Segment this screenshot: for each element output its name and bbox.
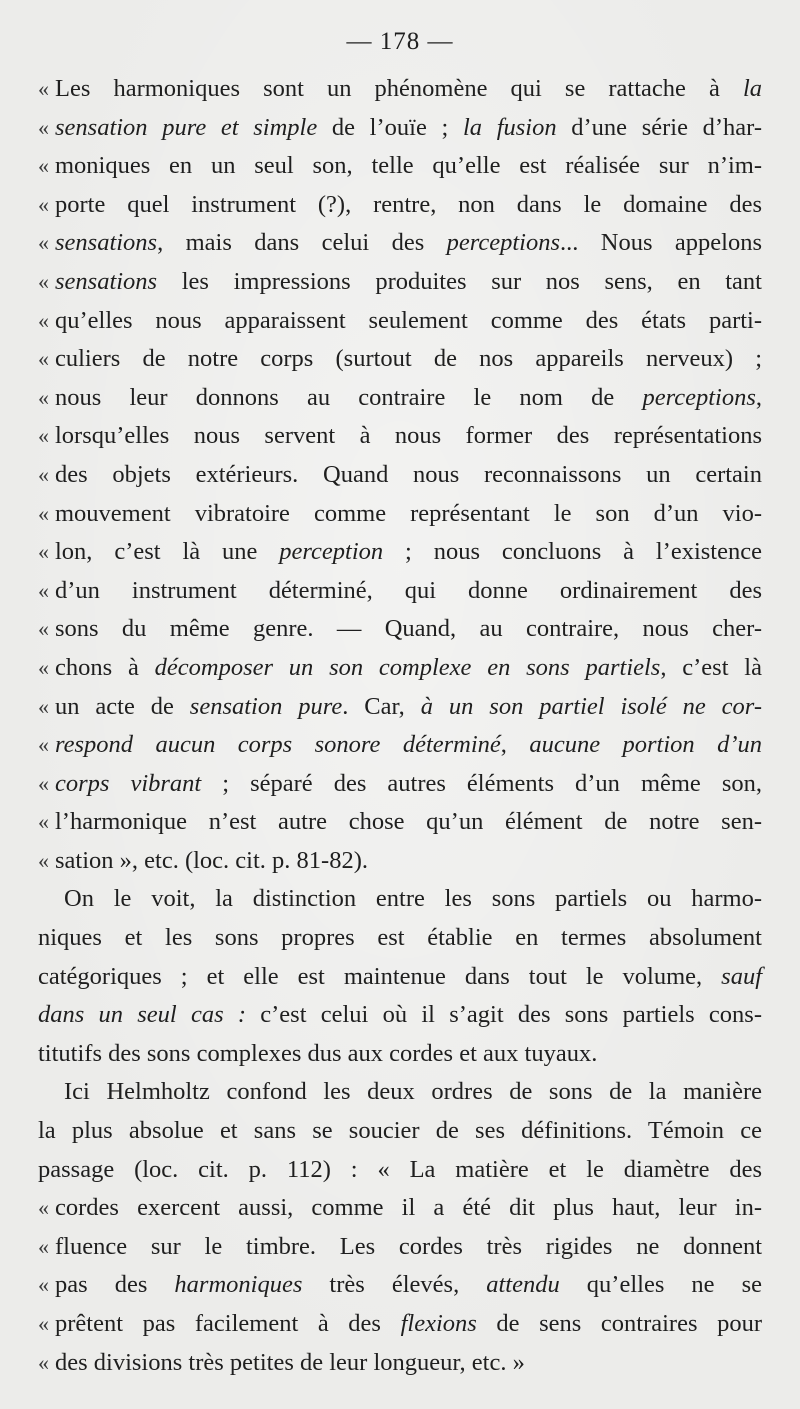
text-segment: ; séparé des autres éléments d’un même son, xyxy=(201,769,762,797)
quote-mark: « xyxy=(38,616,49,642)
text-segment: , xyxy=(500,731,530,759)
text-segment: de sens contraires pour xyxy=(476,1310,762,1337)
text-line xyxy=(38,1189,762,1228)
text-line xyxy=(38,263,762,302)
quote-mark: « xyxy=(38,1272,49,1298)
text-segment: les impressions produites sur nos sens, en tant xyxy=(157,267,762,295)
text-line xyxy=(38,109,762,148)
text-segment: de l’ouïe ; xyxy=(317,113,463,141)
text-segment: On le voit, la distinction entre les sons partiels ou harmo- xyxy=(64,885,762,913)
text-segment: passage (loc. cit. p. 112) : « La matière et le diamètre des xyxy=(38,1155,762,1183)
text-line xyxy=(38,726,762,765)
text-segment: lorsqu’elles nous servent à nous former des représentations xyxy=(55,422,762,450)
text-line xyxy=(38,842,762,881)
text-line xyxy=(38,417,762,456)
quote-mark: « xyxy=(38,1311,49,1336)
text-segment: , c’est là xyxy=(660,653,762,681)
text-segment: porte quel instrument (?), rentre, non dans le domaine des xyxy=(55,190,762,218)
text-line xyxy=(38,379,762,418)
text-line xyxy=(38,1073,762,1112)
quote-mark: « xyxy=(38,577,49,603)
italic-text: sensation pure et simple xyxy=(55,113,318,141)
italic-text: harmoniques xyxy=(174,1271,303,1299)
italic-text: corps vibrant xyxy=(55,769,202,797)
italic-text: dans un seul cas : xyxy=(38,1001,247,1029)
text-line xyxy=(38,996,762,1035)
italic-text: sauf xyxy=(721,962,762,990)
text-segment: . Car, xyxy=(342,692,421,720)
text-segment: chons à xyxy=(55,653,155,681)
text-segment: sons du même genre. — Quand, au contraire, nous cher- xyxy=(55,615,762,643)
quote-mark: « xyxy=(38,847,49,873)
text-line xyxy=(38,340,762,379)
quote-mark: « xyxy=(38,346,49,372)
text-segment: d’une série d’har- xyxy=(556,113,762,141)
quote-mark: « xyxy=(38,461,49,487)
text-line xyxy=(38,1228,762,1267)
text-line xyxy=(38,688,762,727)
text-line xyxy=(38,302,762,341)
text-segment: prêtent pas facilement à des xyxy=(55,1310,401,1337)
text-segment: qu’elles ne se xyxy=(559,1271,762,1299)
quote-mark: « xyxy=(38,307,49,333)
italic-text: à un son partiel isolé ne cor- xyxy=(420,692,762,720)
quote-mark: « xyxy=(38,654,49,680)
quote-mark: « xyxy=(38,153,49,179)
text-segment: des divisions très petites de leur longueur, etc. » xyxy=(55,1348,525,1376)
text-line xyxy=(38,70,762,109)
text-line xyxy=(38,958,762,997)
text-segment: des objets extérieurs. Quand nous reconnaissons un certain xyxy=(55,460,762,488)
text-line xyxy=(38,1266,762,1305)
text-segment: cordes exercent aussi, comme il a été dit plus haut, leur in- xyxy=(55,1194,762,1222)
italic-text: perception xyxy=(279,538,384,566)
text-segment: qu’elles nous apparaissent seulement comme des états parti- xyxy=(55,306,762,334)
quote-mark: « xyxy=(38,114,49,140)
quote-mark: « xyxy=(38,500,49,526)
text-segment: nous leur donnons au contraire le nom de xyxy=(55,383,643,411)
text-segment: ; nous concluons à l’existence xyxy=(383,538,762,566)
italic-text: sensations xyxy=(55,229,158,257)
text-segment: pas des xyxy=(55,1271,175,1299)
text-segment: lon, c’est là une xyxy=(55,538,280,566)
italic-text: la xyxy=(742,75,762,102)
text-line xyxy=(38,1305,762,1344)
text-line xyxy=(38,649,762,688)
text-segment: c’est celui où il s’agit des sons partiels cons- xyxy=(246,1001,762,1029)
text-segment: ... Nous appelons xyxy=(560,229,763,257)
quote-mark: « xyxy=(38,76,49,101)
text-segment: un acte de xyxy=(55,692,190,720)
text-line xyxy=(38,456,762,495)
text-segment: d’un instrument déterminé, qui donne ordinairement des xyxy=(55,576,762,604)
quote-mark: « xyxy=(38,770,49,796)
text-segment: niques et les sons propres est établie en termes absolument xyxy=(38,924,762,952)
text-line xyxy=(38,186,762,225)
quote-mark: « xyxy=(38,809,49,835)
italic-text: attendu xyxy=(486,1271,560,1299)
text-line xyxy=(38,1151,762,1190)
quote-mark: « xyxy=(38,1349,49,1375)
italic-text: perceptions xyxy=(446,229,561,257)
text-segment: sation », etc. (loc. cit. p. 81-82). xyxy=(55,846,368,874)
text-line xyxy=(38,919,762,958)
italic-text: décomposer un son complexe en sons partiels xyxy=(154,653,661,681)
text-segment: , xyxy=(755,383,762,411)
text-line xyxy=(38,533,762,572)
quote-mark: « xyxy=(38,230,49,256)
text-segment: culiers de notre corps (surtout de nos appareils nerveux) ; xyxy=(55,345,762,373)
italic-text: perceptions xyxy=(642,383,756,411)
text-line xyxy=(38,224,762,263)
body-text xyxy=(38,70,762,1382)
text-line xyxy=(38,610,762,649)
quote-mark: « xyxy=(38,423,49,449)
text-line xyxy=(38,1344,762,1383)
quote-mark: « xyxy=(38,384,49,410)
italic-text: la fusion xyxy=(462,113,557,141)
text-segment: Les harmoniques sont un phénomène qui se rattache à xyxy=(55,75,743,102)
text-line xyxy=(38,765,762,804)
quote-mark: « xyxy=(38,191,49,217)
text-line xyxy=(38,147,762,186)
italic-text: sensation pure xyxy=(189,692,343,720)
text-segment: la plus absolue et sans se soucier de ses définitions. Témoin ce xyxy=(38,1117,762,1145)
text-line xyxy=(38,1112,762,1151)
text-line xyxy=(38,1035,762,1074)
text-line xyxy=(38,803,762,842)
italic-text: aucune portion d’un xyxy=(529,731,762,759)
italic-text: flexions xyxy=(400,1310,477,1337)
text-line xyxy=(38,495,762,534)
text-segment: titutifs des sons complexes dus aux cordes et aux tuyaux. xyxy=(38,1039,598,1067)
quote-mark: « xyxy=(38,268,49,294)
quote-mark: « xyxy=(38,1195,49,1221)
text-line xyxy=(38,880,762,919)
text-segment: très élevés, xyxy=(302,1271,487,1299)
text-segment: catégoriques ; et elle est maintenue dans tout le volume, xyxy=(38,962,722,990)
quote-mark: « xyxy=(38,693,49,719)
text-segment: , mais dans celui des xyxy=(157,229,447,257)
italic-text: respond aucun corps sonore déterminé xyxy=(55,731,501,759)
quote-mark: « xyxy=(38,732,49,758)
quote-mark: « xyxy=(38,1233,49,1259)
text-line xyxy=(38,572,762,611)
text-segment: Ici Helmholtz confond les deux ordres de sons de la manière xyxy=(64,1078,762,1106)
text-segment: l’harmonique n’est autre chose qu’un élément de notre sen- xyxy=(55,808,762,836)
text-segment: moniques en un seul son, telle qu’elle est réalisée sur n’im- xyxy=(55,152,762,180)
text-segment: mouvement vibratoire comme représentant le son d’un vio- xyxy=(55,499,762,527)
quote-mark: « xyxy=(38,539,49,565)
italic-text: sensations xyxy=(55,267,158,295)
page-number: — 178 — xyxy=(346,28,454,55)
text-segment: fluence sur le timbre. Les cordes très rigides ne donnent xyxy=(55,1232,762,1260)
